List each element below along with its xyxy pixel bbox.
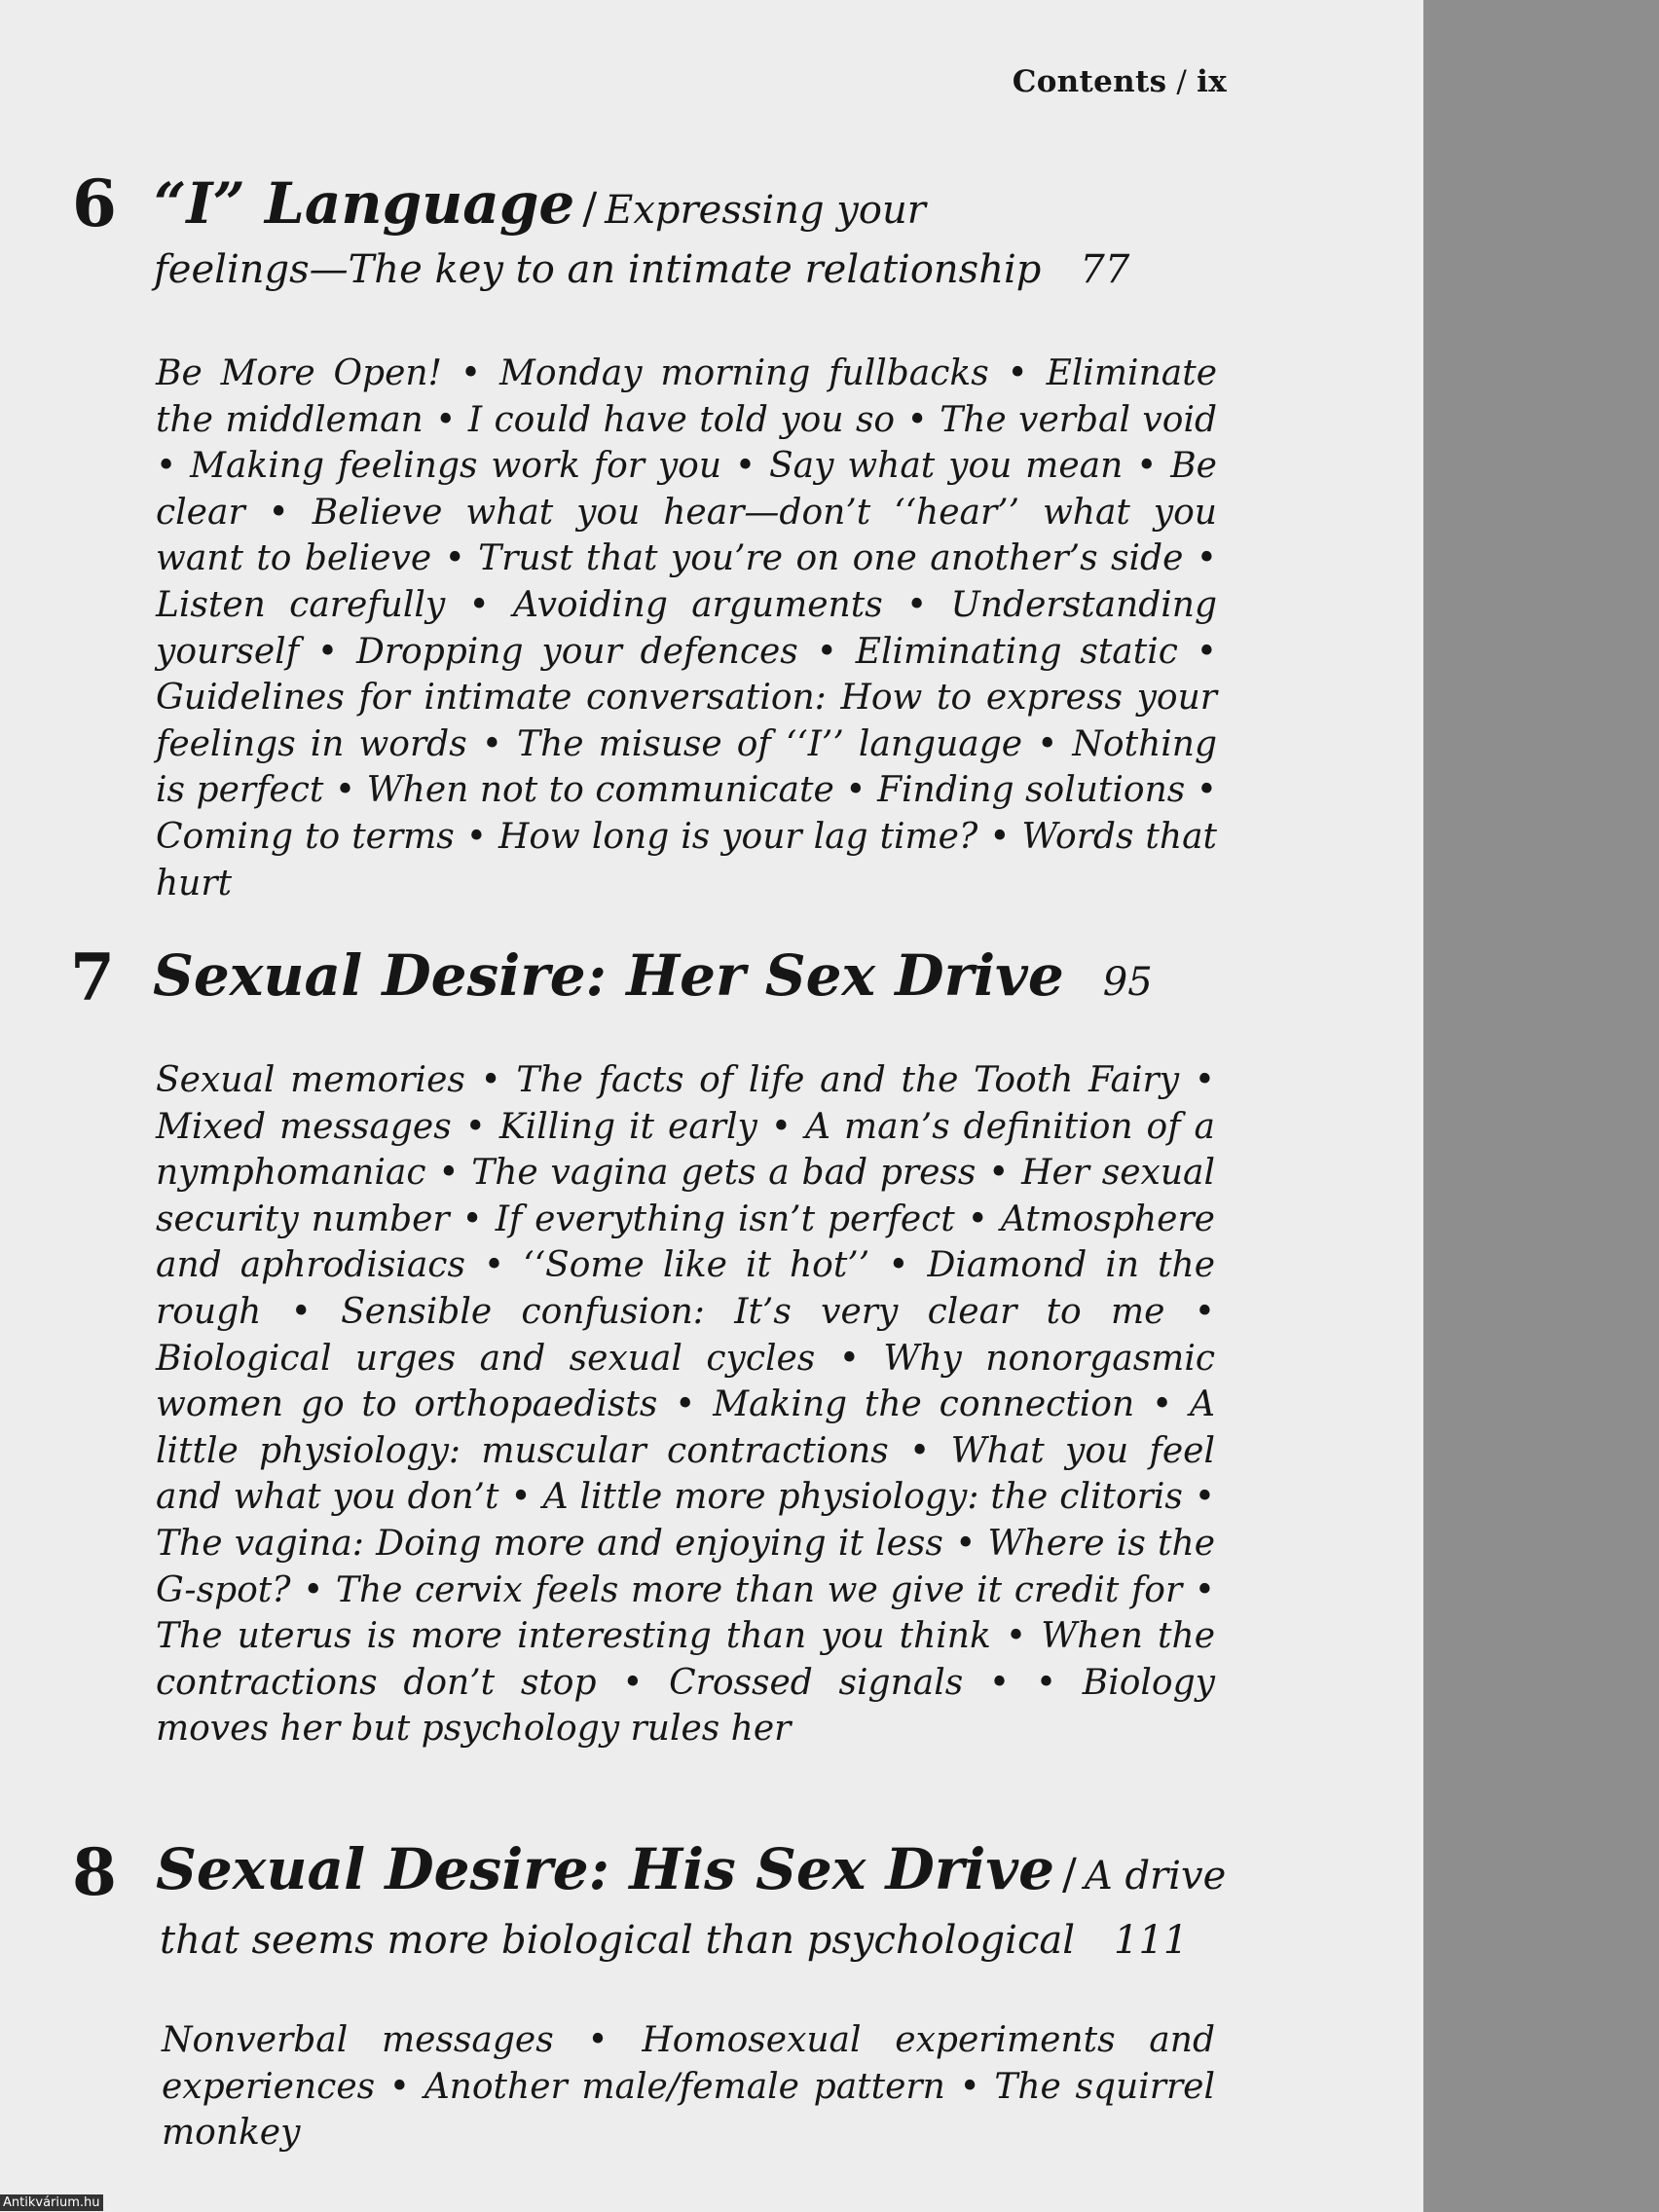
chapter-6-subtitle-line [154, 247, 1129, 292]
chapter-6-subtitle-part2: feelings—The key to an intimate relationship [154, 247, 1042, 292]
chapter-8-subtitle-part2: that seems more biological than psychological [160, 1918, 1075, 1963]
chapter-8-page: 111 [1114, 1918, 1189, 1963]
chapter-8-subtitle-part1: A drive [1084, 1854, 1227, 1899]
running-head-page-number: ix [1197, 64, 1227, 99]
chapter-6-entries: Be More Open! • Monday morning fullbacks • Eliminate the middleman • I could have told you so • The verbal void • Making feelings work for you • Say what you mean • Be clear • Believe what you hear—don’t ‘‘hear’’ what you want to believe • Trust that you’re on one another’s side • Listen carefully • Avoiding arguments • Understanding yourself • Dropping your defences • Eliminating static • Guidelines for intimate conversation: How to express your feelings in words • The misuse of ‘‘I’’ language • Nothing is perfect • When not to communicate • Finding solutions • Coming to terms • How long is your lag time? • Words that hurt [156, 353, 1217, 903]
chapter-6-page: 77 [1080, 247, 1130, 292]
chapter-7-title-line [153, 942, 1153, 1009]
chapter-6-title-line [154, 170, 926, 237]
chapter-8-entries: Nonverbal messages • Homosexual experiments and experiences • Another male/female pattern • The squirrel monkey [162, 2020, 1215, 2154]
chapter-6-title: “I” Language [154, 170, 575, 237]
chapter-6-title-separator: / [582, 184, 598, 234]
watermark: Antikvárium.hu [0, 2194, 103, 2211]
chapter-6-subtitle-part1: Expressing your [605, 188, 926, 233]
chapter-8-title-line [156, 1836, 1226, 1902]
background-surface [1423, 0, 1659, 2212]
running-head-section: Contents [1012, 64, 1167, 99]
chapter-8-subtitle-line [160, 1918, 1188, 1963]
chapter-8-number: 8 [72, 1834, 117, 1910]
chapter-8-title-separator: / [1062, 1850, 1077, 1899]
chapter-7-title: Sexual Desire: Her Sex Drive [153, 942, 1064, 1009]
running-head [1009, 64, 1227, 99]
chapter-6-number: 6 [72, 166, 117, 241]
running-head-separator: / [1176, 64, 1188, 99]
chapter-8-title: Sexual Desire: His Sex Drive [156, 1836, 1055, 1902]
chapter-7-page: 95 [1102, 960, 1153, 1005]
chapter-7-number: 7 [70, 940, 115, 1015]
chapter-7-entries: Sexual memories • The facts of life and the Tooth Fairy • Mixed messages • Killing it early • A man’s definition of a nymphomaniac • The vagina gets a bad press • Her sexual security number • If everything isn’t perfect • Atmosphere and aphrodisiacs • ‘‘Some like it hot’’ • Diamond in the rough • Sensible confusion: It’s very clear to me • Biological urges and sexual cycles • Why nonorgasmic women go to orthopaedists • Making the connection • A little physiology: muscular contractions • What you feel and what you don’t • A little more physiology: the clitoris • The vagina: Doing more and enjoying it less • Where is the G-spot? • The cervix feels more than we give it credit for • The uterus is more interesting than you think • When the contractions don’t stop • Crossed signals • • Biology moves her but psychology rules her [156, 1060, 1215, 1750]
